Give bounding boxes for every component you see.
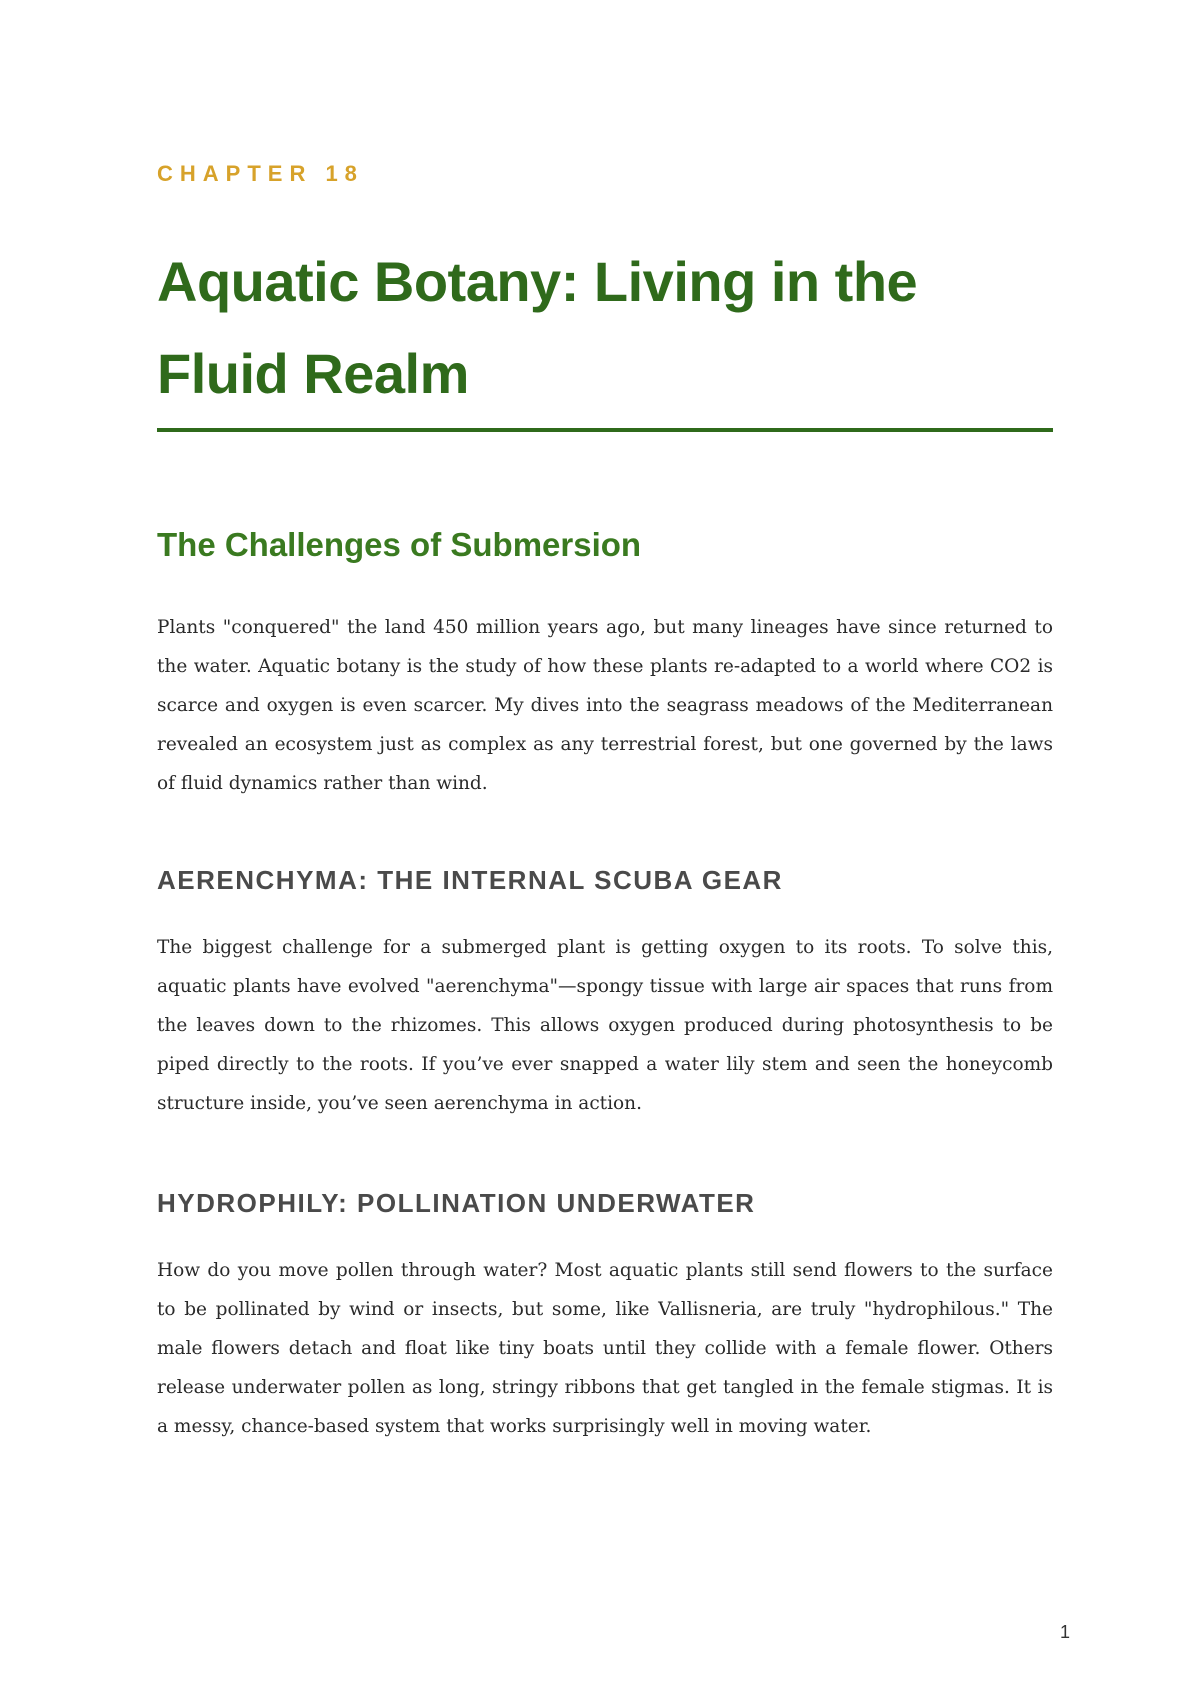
title-divider bbox=[157, 428, 1053, 432]
paragraph-hydrophily: How do you move pollen through water? Most aquatic plants still send flowers to the surface to be pollinated by wind or insects, but some, like Vallisneria, are truly "hydrophilous." The male flowers detach and float like tiny boats until they collide with a female flower. Others release underwater pollen as long, stringy ribbons that get tangled in the female stigmas. It is a messy, chance-based system that works surprisingly well in moving water. bbox=[157, 1260, 1053, 1437]
paragraph-aerenchyma: The biggest challenge for a submerged plant is getting oxygen to its roots. To solve this, aquatic plants have evolved "aerenchyma"—spongy tissue with large air spaces that runs from the leaves down to the rhizomes. This allows oxygen produced during photosynthesis to be piped directly to the roots. If you’ve ever snapped a water lily stem and seen the honeycomb structure inside, you’ve seen aerenchyma in action. bbox=[157, 937, 1053, 1114]
section-heading-challenges: The Challenges of Submersion bbox=[157, 526, 642, 563]
subheading-hydrophily: HYDROPHILY: POLLINATION UNDERWATER bbox=[157, 1188, 756, 1218]
paragraph-challenges: Plants "conquered" the land 450 million years ago, but many lineages have since returned to the water. Aquatic botany is the study of how these plants re-adapted to a world where CO2 is scarce and oxygen is even scarcer. My dives into the seagrass meadows of the Mediterranean revealed an ecosystem just as complex as any terrestrial forest, but one governed by the laws of fluid dynamics rather than wind. bbox=[157, 617, 1053, 794]
page-number: 1 bbox=[1059, 1622, 1070, 1642]
chapter-title: Aquatic Botany: Living in the Fluid Realm bbox=[157, 250, 918, 405]
subheading-aerenchyma: AERENCHYMA: THE INTERNAL SCUBA GEAR bbox=[157, 865, 783, 895]
chapter-label: CHAPTER 18 bbox=[157, 161, 364, 186]
